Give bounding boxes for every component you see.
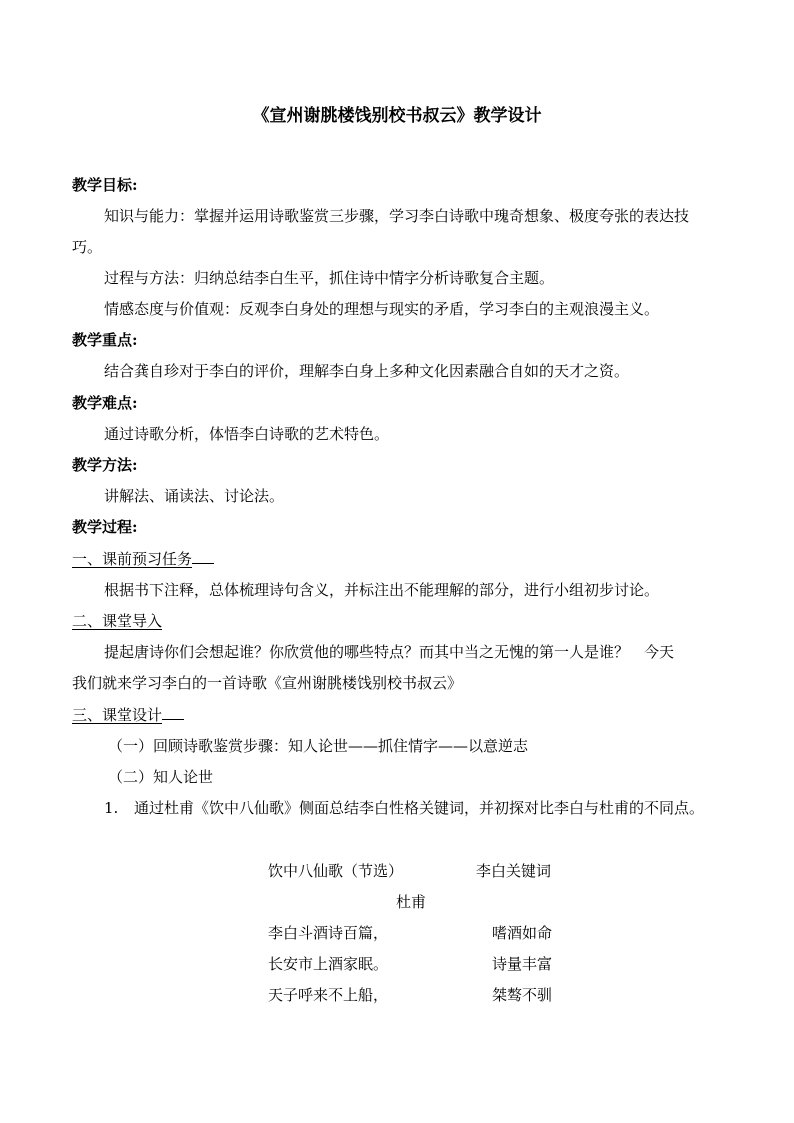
section2-heading-text: 二、课堂导入 — [72, 612, 163, 630]
goal-emotion: 情感态度与价值观：反观李白身处的理想与现实的矛盾，学习李白的主观浪漫主义。 — [104, 300, 660, 318]
poem-line-2: 长安市上酒家眠。 — [268, 955, 389, 973]
section1-heading — [72, 548, 732, 570]
keyword-column-header: 李白关键词 — [476, 862, 552, 880]
key-text: 结合龚自珍对于李白的评价，理解李白身上多种文化因素融合自如的天才之资。 — [104, 362, 630, 380]
section2-text-line-2: 我们就来学习李白的一首诗歌《宣州谢朓楼饯别校书叔云》 — [72, 674, 463, 692]
key-heading: 教学重点: — [72, 331, 138, 349]
keyword-1: 嗜酒如命 — [492, 924, 553, 942]
difficulty-text: 通过诗歌分析，体悟李白诗歌的艺术特色。 — [104, 425, 390, 443]
subsection-2: （二）知人论世 — [108, 768, 214, 786]
goal-knowledge-line-2: 巧。 — [72, 238, 103, 256]
section3-underline — [162, 705, 184, 720]
method-text: 讲解法、诵读法、讨论法。 — [104, 487, 285, 505]
section2-heading — [72, 610, 732, 632]
poem-line-3: 天子呼来不上船， — [268, 986, 389, 1004]
keyword-3: 桀骜不驯 — [492, 986, 553, 1004]
section3-heading-text: 三、课堂设计 — [72, 706, 163, 724]
section1-heading-text: 一、课前预习任务 — [72, 550, 193, 568]
section1-text: 根据书下注释，总体梳理诗句含义，并标注出不能理解的部分，进行小组初步讨论。 — [104, 581, 660, 599]
section1-underline — [192, 549, 214, 564]
keyword-2: 诗量丰富 — [492, 955, 553, 973]
poem-author: 杜甫 — [396, 893, 427, 911]
item1-text: 通过杜甫《饮中八仙歌》侧面总结李白性格关键词，并初探对比李白与杜甫的不同点。 — [134, 799, 705, 817]
difficulty-heading: 教学难点: — [72, 394, 138, 412]
goal-process: 过程与方法：归纳总结李白生平，抓住诗中情字分析诗歌复合主题。 — [104, 269, 555, 287]
method-heading: 教学方法: — [72, 456, 138, 474]
section2-text-line-1: 提起唐诗你们会想起谁？你欣赏他的哪些特点？而其中当之无愧的第一人是谁？ 今天 — [104, 643, 675, 661]
section3-heading — [72, 704, 732, 726]
subsection-1: （一）回顾诗歌鉴赏步骤：知人论世——抓住情字——以意逆志 — [108, 737, 529, 755]
poem-line-1: 李白斗酒诗百篇， — [268, 924, 389, 942]
item1-number: 1. — [104, 799, 119, 817]
goals-heading: 教学目标: — [72, 176, 138, 194]
goal-knowledge-line-1: 知识与能力：掌握并运用诗歌鉴赏三步骤，学习李白诗歌中瑰奇想象、极度夸张的表达技 — [104, 207, 690, 225]
document-title: 《宣州谢朓楼饯别校书叔云》教学设计 — [252, 106, 542, 126]
poem-column-header: 饮中八仙歌（节选） — [268, 862, 404, 880]
process-heading: 教学过程: — [72, 518, 138, 536]
